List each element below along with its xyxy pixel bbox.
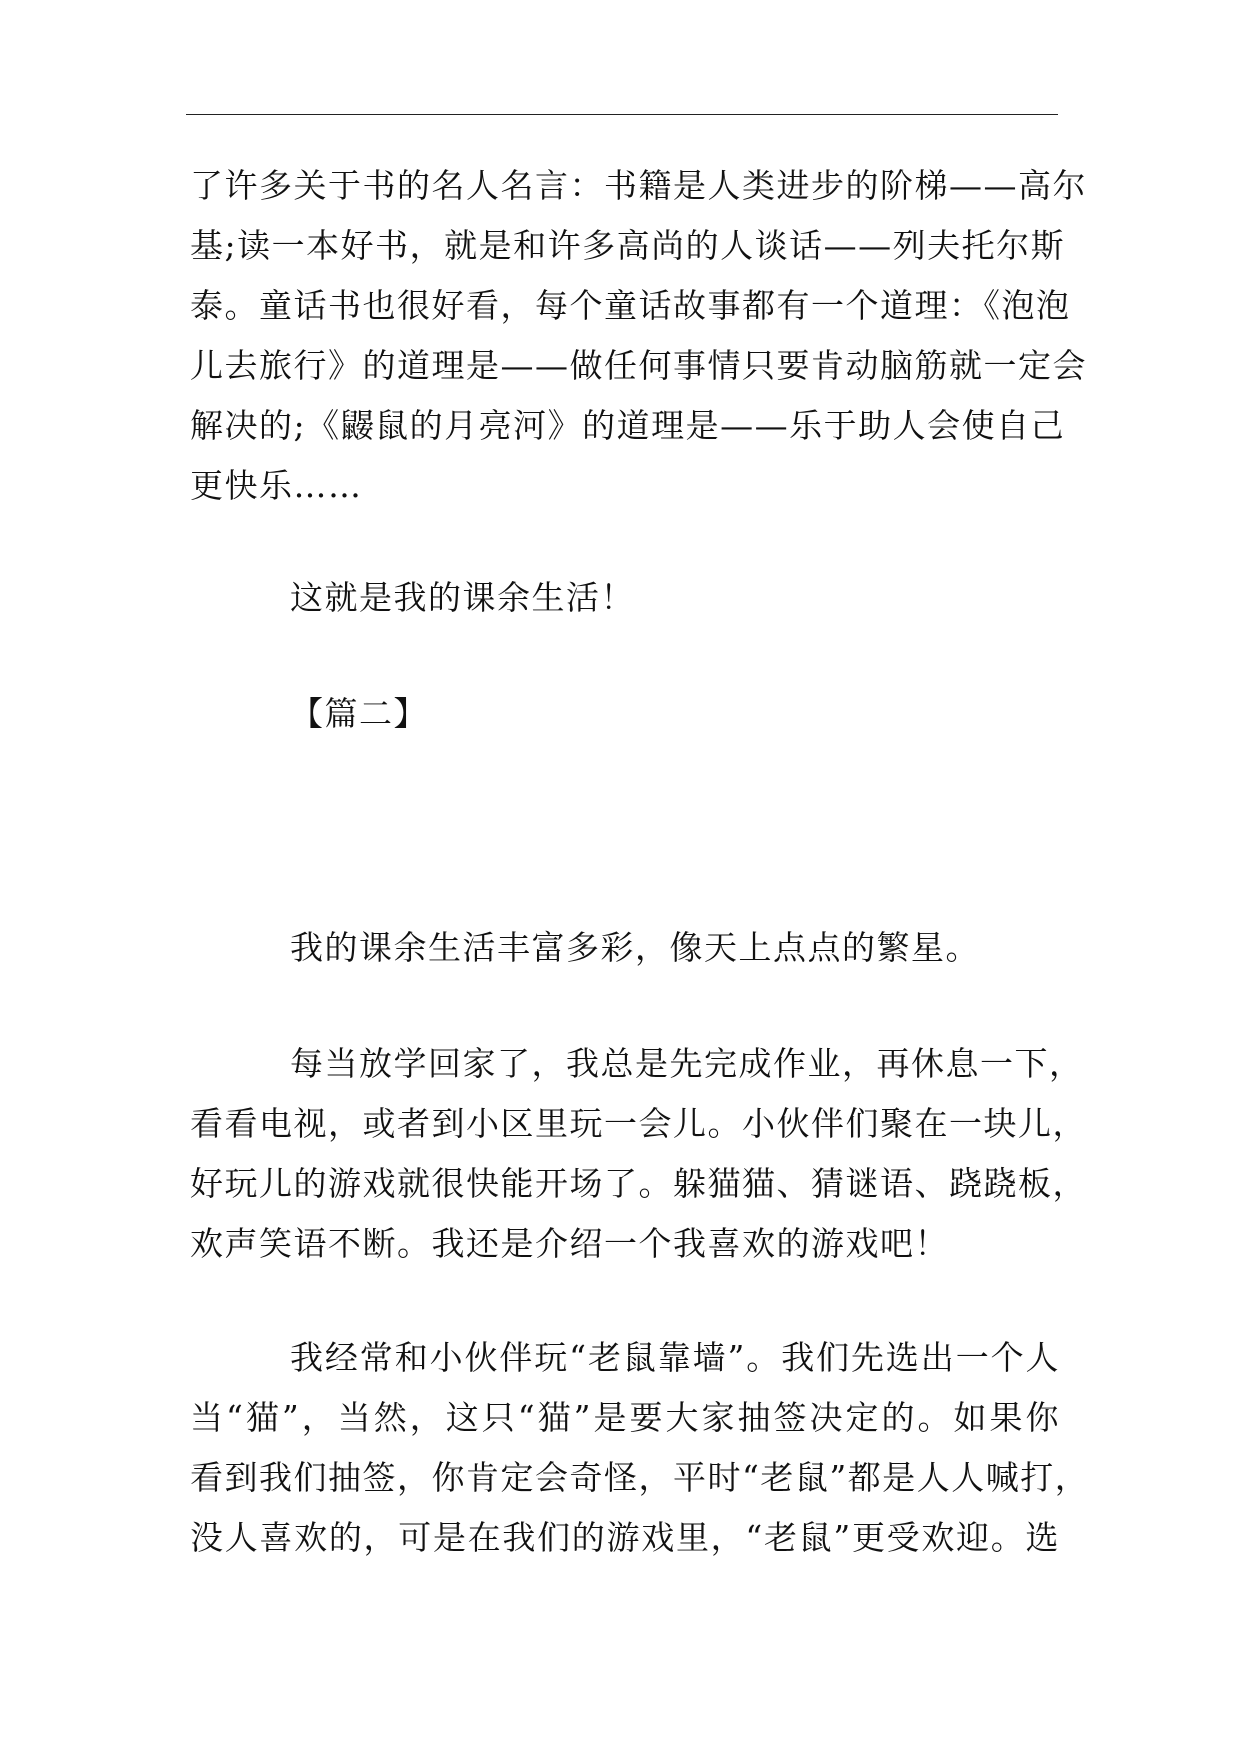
text-line: 基;读一本好书，就是和许多高尚的人谈话——列夫托尔斯 [190, 226, 1066, 265]
text-line: 泰。童话书也很好看，每个童话故事都有一个道理：《泡泡 [190, 286, 1071, 325]
text-line: 这就是我的课余生活！ [290, 578, 635, 617]
text-line: 看到我们抽签，你肯定会奇怪，平时“老鼠”都是人人喊打， [190, 1458, 1090, 1497]
text-line: 看看电视，或者到小区里玩一会儿。小伙伴们聚在一块儿， [190, 1104, 1087, 1143]
text-line: 我经常和小伙伴玩“老鼠靠墙”。我们先选出一个人 [290, 1338, 1060, 1377]
section-heading: 【篇二】 [290, 694, 428, 733]
text-line: 每当放学回家了，我总是先完成作业，再休息一下， [290, 1044, 1084, 1083]
text-line: 欢声笑语不断。我还是介绍一个我喜欢的游戏吧！ [190, 1224, 949, 1263]
text-line: 没人喜欢的，可是在我们的游戏里，“老鼠”更受欢迎。选 [190, 1518, 1060, 1557]
text-line: 当“猫”，当然，这只“猫”是要大家抽签决定的。如果你 [190, 1398, 1060, 1437]
header-rule [186, 114, 1058, 115]
text-line: 儿去旅行》的道理是——做任何事情只要肯动脑筋就一定会 [190, 346, 1087, 385]
text-line: 更快乐…… [190, 466, 363, 505]
text-line: 解决的;《鼹鼠的月亮河》的道理是——乐于助人会使自己 [190, 406, 1066, 445]
text-line: 好玩儿的游戏就很快能开场了。躲猫猫、猜谜语、跷跷板， [190, 1164, 1087, 1203]
text-line: 我的课余生活丰富多彩，像天上点点的繁星。 [290, 928, 980, 967]
text-line: 了许多关于书的名人名言：书籍是人类进步的阶梯——高尔 [190, 166, 1087, 205]
